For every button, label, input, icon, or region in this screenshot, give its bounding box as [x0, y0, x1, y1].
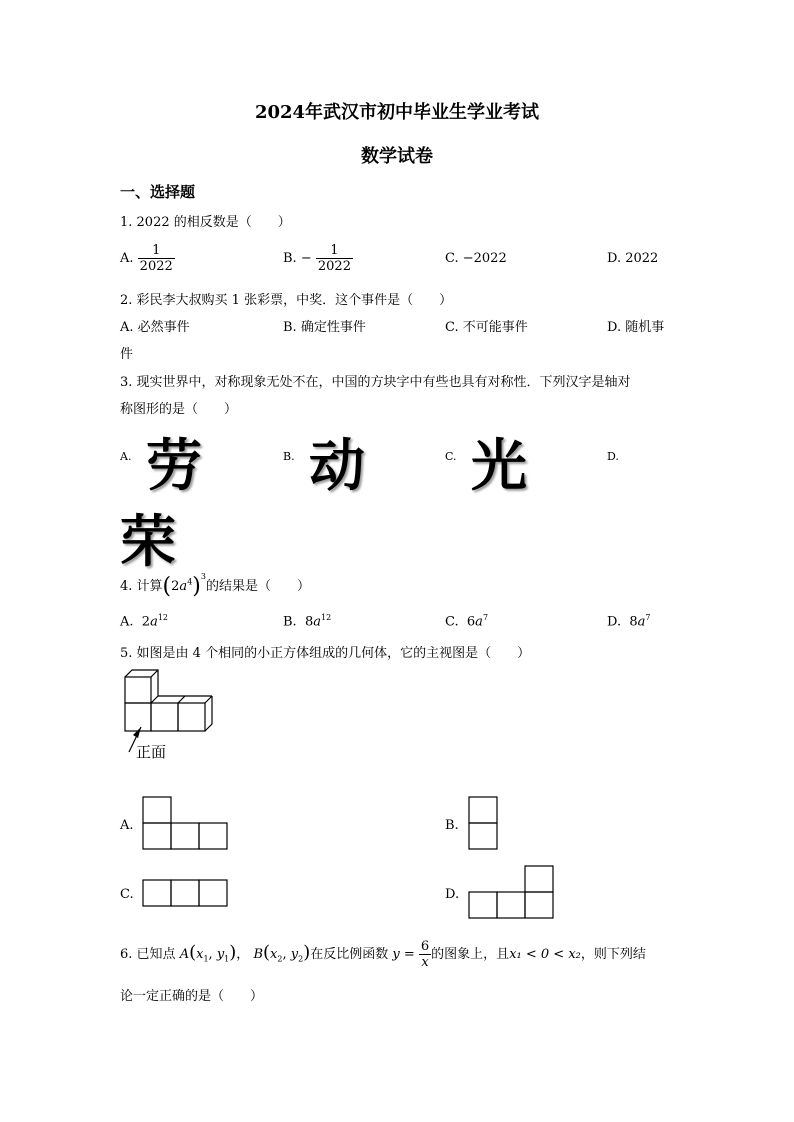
q4-option-c[interactable]: C. $6a^7$ — [445, 613, 489, 630]
q2-option-a[interactable]: A. 必然事件 — [120, 320, 190, 335]
q3-option-a-label[interactable]: A. — [120, 450, 132, 463]
question-2-stem: 2. 彩民李大叔购买 1 张彩票，中奖．这个事件是（ ） — [120, 293, 453, 308]
q5-option-c-label[interactable]: C. — [120, 887, 134, 902]
q2-option-c[interactable]: C. 不可能事件 — [445, 320, 528, 335]
q1-option-d[interactable]: D. 2022 — [607, 251, 659, 266]
q3-option-b-label[interactable]: B. — [283, 450, 295, 463]
q5-option-a-label[interactable]: A. — [120, 818, 134, 833]
q1-option-b-fraction: $\frac{1}{2022}$ — [317, 243, 351, 274]
q3-option-d-label[interactable]: D. — [607, 450, 619, 463]
question-6-stem-line2: 论一定正确的是（ ） — [120, 989, 264, 1004]
question-6-stem: 6. 已知点 $A(x_1$, $y_1$)， $B(x_2$, $y_2$)在反比例函数 y = $\frac{6}{x}$ 的图象上，且x₁ < 0 < x₂，则下列结 — [120, 939, 646, 970]
question-1-stem: 1. 2022 的相反数是（ ） — [120, 215, 291, 230]
page-title: 2024年武汉市初中毕业生学业考试 — [254, 102, 540, 123]
question-4-stem: 4. 计算$(2a^4)^3$的结果是（ ） — [120, 571, 310, 599]
q6-function-fraction: $\frac{6}{x}$ — [420, 939, 430, 970]
q4-option-a[interactable]: A. $2a^{12}$ — [120, 613, 169, 630]
q3-option-b-char[interactable]: 动 — [309, 434, 365, 499]
q5-option-b-label[interactable]: B. — [445, 818, 459, 833]
q3-option-c-char[interactable]: 光 — [471, 434, 527, 499]
question-5-stem: 5. 如图是由 4 个相同的小正方体组成的几何体，它的主视图是（ ） — [120, 646, 531, 661]
q2-option-b[interactable]: B. 确定性事件 — [283, 320, 366, 335]
question-3-stem-line2: 称图形的是（ ） — [120, 402, 238, 417]
page-subtitle: 数学试卷 — [361, 146, 433, 167]
q1-option-b[interactable]: B. − $\frac{1}{2022}$ — [283, 243, 351, 274]
q1-option-a-fraction: $\frac{1}{2022}$ — [139, 243, 173, 274]
section-heading: 一、选择题 — [120, 183, 196, 201]
q1-option-a[interactable]: A. $\frac{1}{2022}$ — [120, 243, 173, 274]
q5-front-label: 正面 — [136, 743, 167, 761]
q2-option-d[interactable]: D. 随机事 — [607, 320, 665, 335]
q3-option-c-label[interactable]: C. — [445, 450, 457, 463]
q1-option-c[interactable]: C. −2022 — [445, 251, 507, 266]
q5-option-d-label[interactable]: D. — [445, 887, 460, 902]
question-3-stem-line1: 3. 现实世界中，对称现象无处不在，中国的方块字中有些也具有对称性．下列汉字是轴对 — [120, 375, 631, 390]
q4-option-d[interactable]: D. $8a^7$ — [607, 613, 651, 630]
q3-option-d-char[interactable]: 荣 — [120, 510, 176, 575]
q3-option-a-char[interactable]: 劳 — [146, 434, 202, 499]
q2-option-d-wrap: 件 — [120, 347, 134, 362]
q4-option-b[interactable]: B. $8a^{12}$ — [283, 613, 332, 630]
